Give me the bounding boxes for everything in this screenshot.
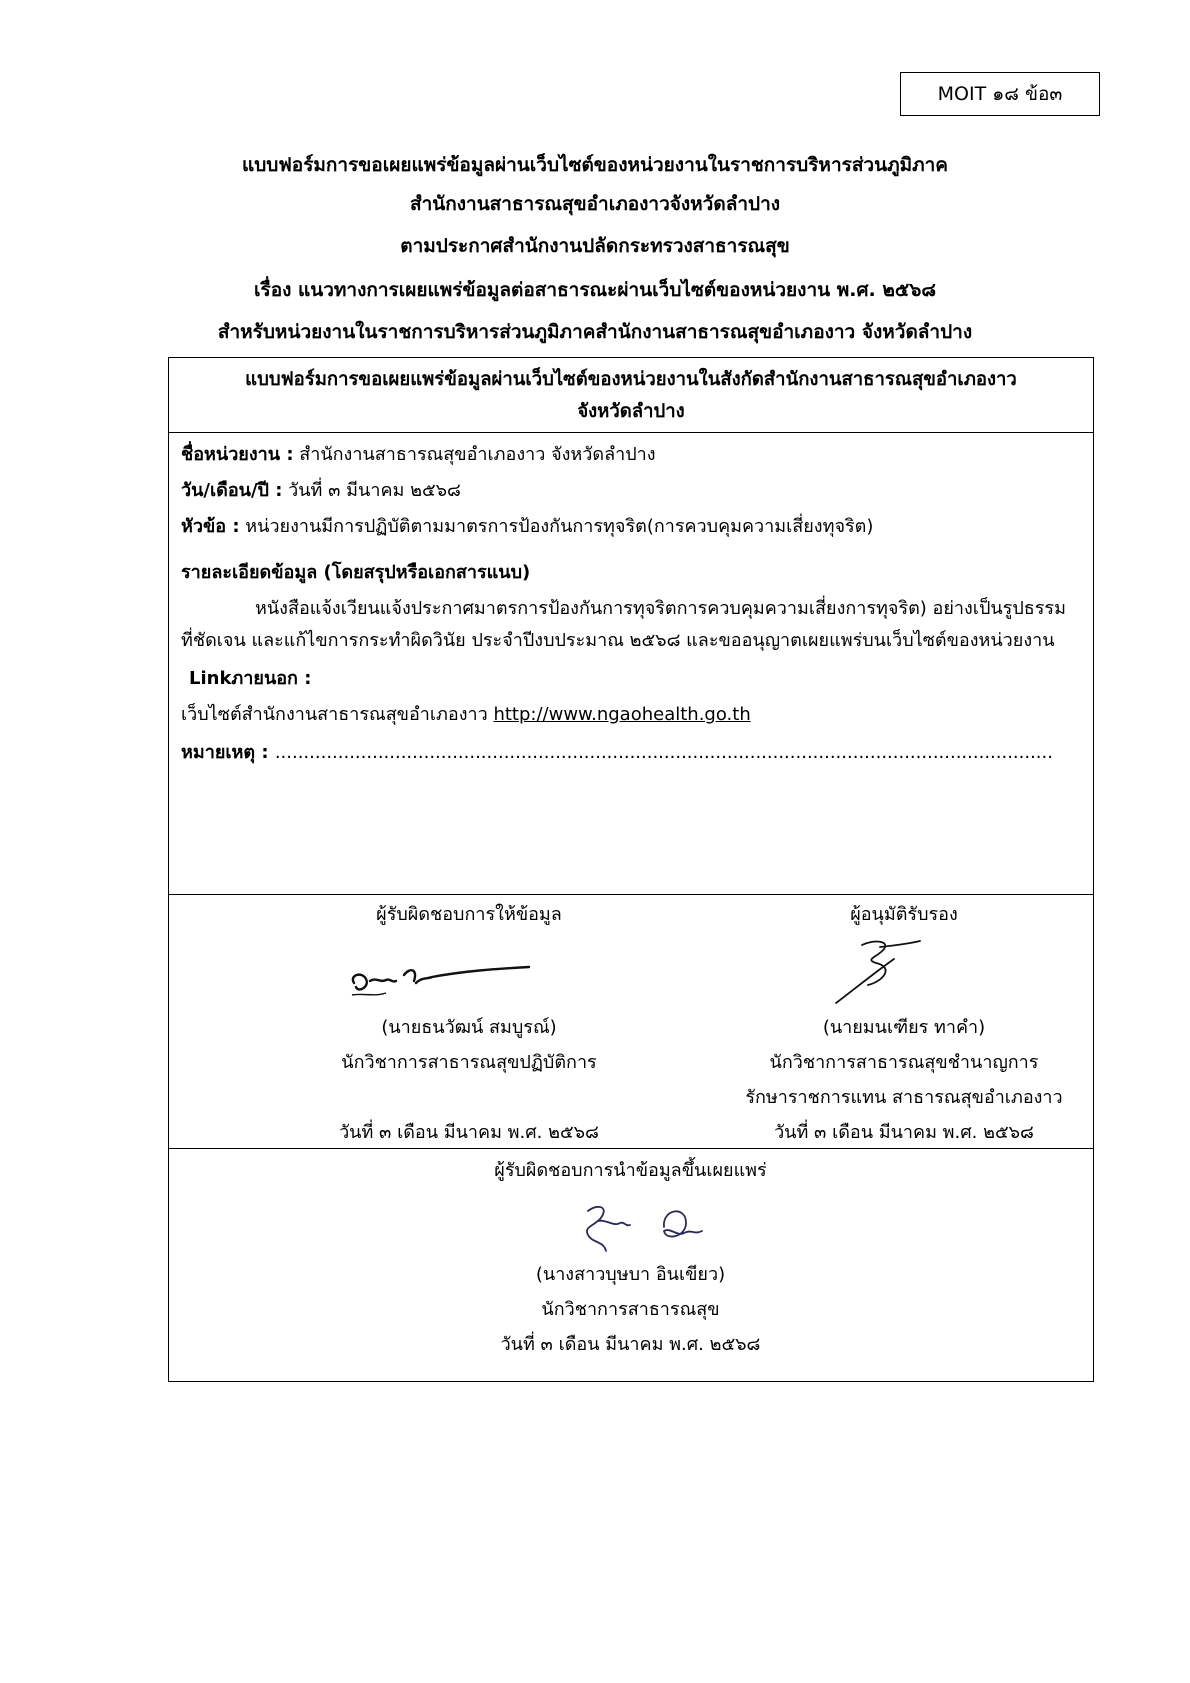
heading-line-4: เรื่อง แนวทางการเผยแพร่ข้อมูลต่อสาธารณะผ่านเว็บไซต์ของหน่วยงาน พ.ศ. ๒๕๖๘	[254, 279, 936, 301]
document-code-box	[900, 72, 1100, 116]
heading-line-3: ตามประกาศสำนักงานปลัดกระทรวงสาธารณสุข	[400, 235, 790, 257]
publisher-row	[169, 1149, 1093, 1381]
left-signer-date: วันที่ ๓ เดือน มีนาคม พ.ศ. ๒๕๖๘	[339, 1122, 599, 1143]
date-label: วัน/เดือน/ปี :	[181, 480, 283, 501]
right-signer-role: ผู้อนุมัติรับรอง	[850, 904, 958, 925]
topic-line	[181, 509, 1081, 545]
note-dots: ........................................................................................................................................	[274, 742, 1053, 763]
topic-value: หน่วยงานมีการปฏิบัติตามมาตรการป้องกันการทุจริต(การควบคุมความเสี่ยงทุจริต)	[239, 516, 874, 537]
publisher-date: วันที่ ๓ เดือน มีนาคม พ.ศ. ๒๕๖๘	[500, 1334, 761, 1355]
right-signer-date: วันที่ ๓ เดือน มีนาคม พ.ศ. ๒๕๖๘	[774, 1122, 1034, 1143]
left-signer-name: (นายธนวัฒน์ สมบูรณ์)	[381, 1017, 557, 1038]
unit-line	[181, 437, 1081, 473]
note-label: หมายเหตุ :	[181, 742, 275, 763]
unit-value: สำนักงานสาธารณสุขอำเภองาว จังหวัดลำปาง	[293, 444, 656, 465]
unit-label: ชื่อหน่วยงาน :	[181, 444, 294, 465]
right-signer-position: นักวิชาการสาธารณสุขชำนาญการ	[769, 1052, 1039, 1073]
document-code: MOIT ๑๘ ข้อ๓	[937, 83, 1063, 105]
right-signer-name: (นายมนเฑียร ทาคำ)	[822, 1017, 986, 1038]
heading-line-5: สำหรับหน่วยงานในราชการบริหารส่วนภูมิภาคสำนักงานสาธารณสุขอำเภองาว จังหวัดลำปาง	[217, 321, 973, 343]
heading-line-2: สำนักงานสาธารณสุขอำเภองาวจังหวัดลำปาง	[409, 193, 781, 215]
date-line	[181, 473, 1081, 509]
form-title-line-2: จังหวัดลำปาง	[577, 401, 685, 422]
detail-text: หนังสือแจ้งเวียนแจ้งประกาศมาตรการป้องกันการทุจริตการควบคุมความเสี่ยงการทุจริต) อย่างเป็นรูปธรรม ที่ชัดเจน และแก้ไขการกระทำผิดวินัย ประจำปีงบประมาณ ๒๕๖๘ และขออนุญาตเผยแพร่บนเว็บไซต์ของหน่วยงาน	[181, 598, 1066, 651]
link-line	[181, 697, 1081, 733]
link-label: Linkภายนอก :	[189, 668, 312, 689]
detail-label: รายละเอียดข้อมูล (โดยสรุปหรือเอกสารแนบ)	[181, 562, 531, 583]
publisher-position: นักวิชาการสาธารณสุข	[541, 1299, 720, 1320]
date-value: วันที่ ๓ มีนาคม ๒๕๖๘	[282, 480, 461, 501]
note-line	[181, 735, 1081, 771]
publisher-name: (นางสาวบุษบา อินเขียว)	[535, 1264, 726, 1285]
topic-label: หัวข้อ :	[181, 516, 240, 537]
form-title-row	[169, 358, 1093, 433]
approval-row	[169, 895, 1093, 1149]
form-title-line-1: แบบฟอร์มการขอเผยแพร่ข้อมูลผ่านเว็บไซต์ของหน่วยงานในสังกัดสำนักงานสาธารณสุขอำเภองาว	[245, 369, 1017, 390]
left-signature-icon	[344, 953, 534, 1003]
form-info-row	[169, 433, 1093, 895]
right-signature-icon	[824, 937, 924, 1007]
right-signer-acting: รักษาราชการแทน สาธารณสุขอำเภองาว	[745, 1087, 1063, 1108]
heading-line-1: แบบฟอร์มการขอเผยแพร่ข้อมูลผ่านเว็บไซต์ของหน่วยงานในราชการบริหารส่วนภูมิภาค	[241, 154, 949, 176]
left-signer-position: นักวิชาการสาธารณสุขปฏิบัติการ	[341, 1052, 597, 1073]
publisher-role: ผู้รับผิดชอบการนำข้อมูลขึ้นเผยแพร่	[494, 1160, 767, 1181]
publisher-signature-icon	[574, 1197, 734, 1259]
left-signer-role: ผู้รับผิดชอบการให้ข้อมูล	[376, 904, 562, 925]
link-prefix: เว็บไซต์สำนักงานสาธารณสุขอำเภองาว	[181, 704, 494, 725]
external-link[interactable]: http://www.ngaohealth.go.th	[493, 704, 751, 725]
form-table	[168, 357, 1094, 1382]
